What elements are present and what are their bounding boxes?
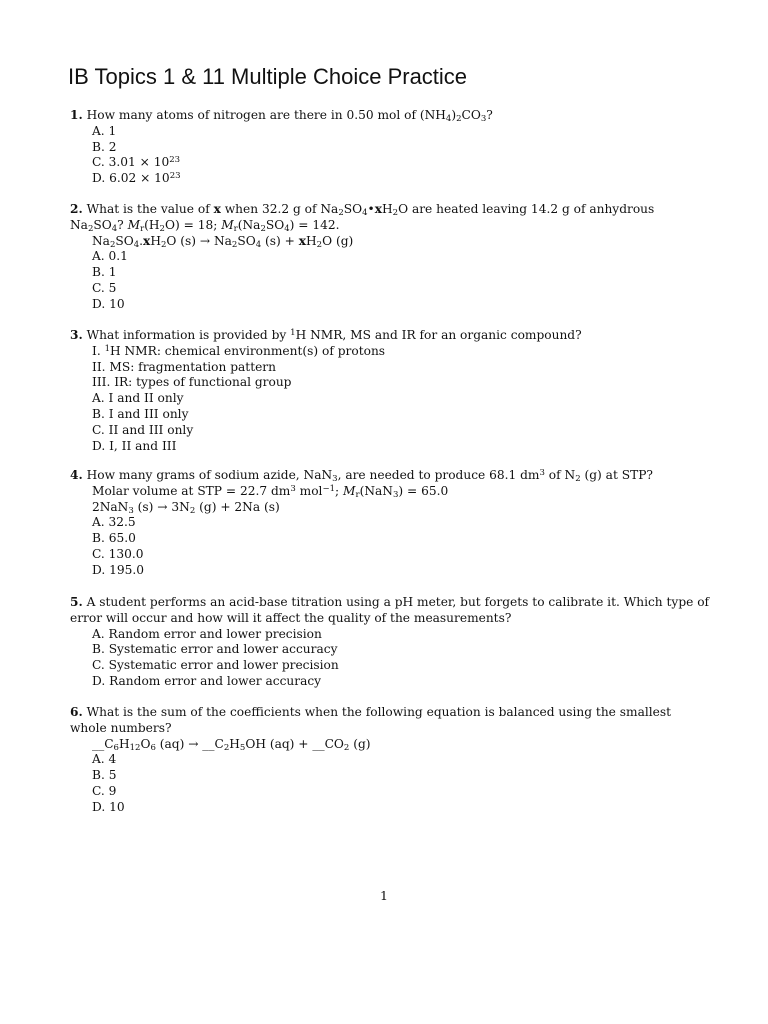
question-4 — [70, 468, 710, 579]
question-stem — [70, 202, 710, 234]
question-number: 5. — [70, 595, 83, 609]
question-detail-line: 2NaN$_3$ $(s) \to 3N_2$ (g) + 2Na (s) — [92, 499, 280, 516]
question-stem — [70, 468, 710, 484]
question-stem — [70, 705, 710, 737]
answer-options — [92, 234, 710, 313]
answer-option: B. 1 — [92, 265, 117, 280]
answer-option: A. 4 — [92, 752, 117, 767]
answer-option: B. I and III only — [92, 406, 189, 421]
answer-option: D. 195.0 — [92, 562, 144, 577]
answer-option: C. Systematic error and lower precision — [92, 658, 339, 673]
answer-options — [92, 737, 710, 816]
question-number: 3. — [70, 328, 83, 342]
question-number: 6. — [70, 705, 83, 719]
answer-options — [92, 484, 710, 579]
question-stem — [70, 328, 710, 344]
answer-option: C. II and III only — [92, 422, 194, 437]
question-detail-line: $Na_2SO_4.xH_2O$ $(s) \to Na_2SO_4$ $(s) + xH_2O$ (g) — [92, 233, 354, 250]
answer-option: A. Random error and lower precision — [92, 626, 322, 641]
page-title: IB Topics 1 & 11 Multiple Choice Practice — [68, 64, 468, 89]
question-text: A student performs an acid-base titration using a pH meter, but forgets to calibrate it. Which type of error will occur and how will it affect the quality of the measurements? — [70, 595, 710, 625]
question-detail-line: $\_\_C_6H_{12}O_6$ $(aq) \to \_\_C_2H_5OH$ $(aq) + \_\_CO_2$ (g) — [92, 736, 371, 753]
question-stem — [70, 595, 710, 627]
answer-option: A. 0.1 — [92, 249, 128, 264]
question-detail-line: II. MS: fragmentation pattern — [92, 359, 276, 374]
question-text: What information is provided by $^1$H NMR, MS and IR for an organic compound? — [86, 328, 582, 342]
question-5 — [70, 595, 710, 690]
answer-option: A. 32.5 — [92, 515, 136, 530]
answer-option: C. 9 — [92, 783, 117, 798]
question-number: 1. — [70, 108, 83, 122]
answer-option: D. $6.02 \times 10^{23}$ — [92, 171, 181, 186]
answer-option: B. 65.0 — [92, 531, 136, 546]
question-number: 2. — [70, 202, 83, 216]
question-number: 4. — [70, 468, 83, 482]
answer-option: A. 1 — [92, 123, 117, 138]
answer-option: C. $3.01 \times 10^{23}$ — [92, 155, 181, 170]
answer-option: B. 5 — [92, 768, 117, 783]
answer-option: D. 10 — [92, 799, 125, 814]
page-number: 1 — [380, 888, 388, 903]
question-detail-line: Molar volume at STP = 22.7 $dm^3$ mol$^{-1}$; $M_r(NaN_3) = 65.0$ — [92, 483, 449, 500]
question-text: How many grams of sodium azide, NaN$_3$, are needed to produce 68.1 $dm^3$ of $N_2$ (g) at STP? — [86, 468, 653, 485]
answer-option: D. 10 — [92, 296, 125, 311]
question-stem — [70, 108, 710, 124]
answer-option: D. Random error and lower accuracy — [92, 673, 322, 688]
answer-option: C. 5 — [92, 280, 117, 295]
answer-options — [92, 124, 710, 187]
answer-option: D. I, II and III — [92, 438, 177, 453]
question-text: What is the value of x when 32.2 g of $Na_2SO_4•xH_2O$ are heated leaving 14.2 g of anhydrous $Na_2SO_4$? $M_r(H_2O) = 18$; $M_r(Na_2SO_4) = 142$. — [70, 202, 655, 234]
question-detail-line: III. IR: types of functional group — [92, 375, 292, 390]
answer-option: A. I and II only — [92, 391, 184, 406]
answer-option: B. Systematic error and lower accuracy — [92, 642, 338, 657]
question-text: What is the sum of the coefficients when the following equation is balanced using the smallest whole numbers? — [70, 705, 672, 735]
answer-options — [92, 344, 710, 455]
question-3 — [70, 328, 710, 454]
answer-options — [92, 627, 710, 690]
answer-option: C. 130.0 — [92, 546, 144, 561]
question-text: How many atoms of nitrogen are there in 0.50 mol of $(NH_4)_2CO_3$? — [86, 108, 493, 125]
answer-option: B. 2 — [92, 139, 117, 154]
question-6 — [70, 705, 710, 816]
question-detail-line: I. $^1$H NMR: chemical environment(s) of protons — [92, 343, 386, 358]
question-1 — [70, 108, 710, 187]
question-2 — [70, 202, 710, 313]
